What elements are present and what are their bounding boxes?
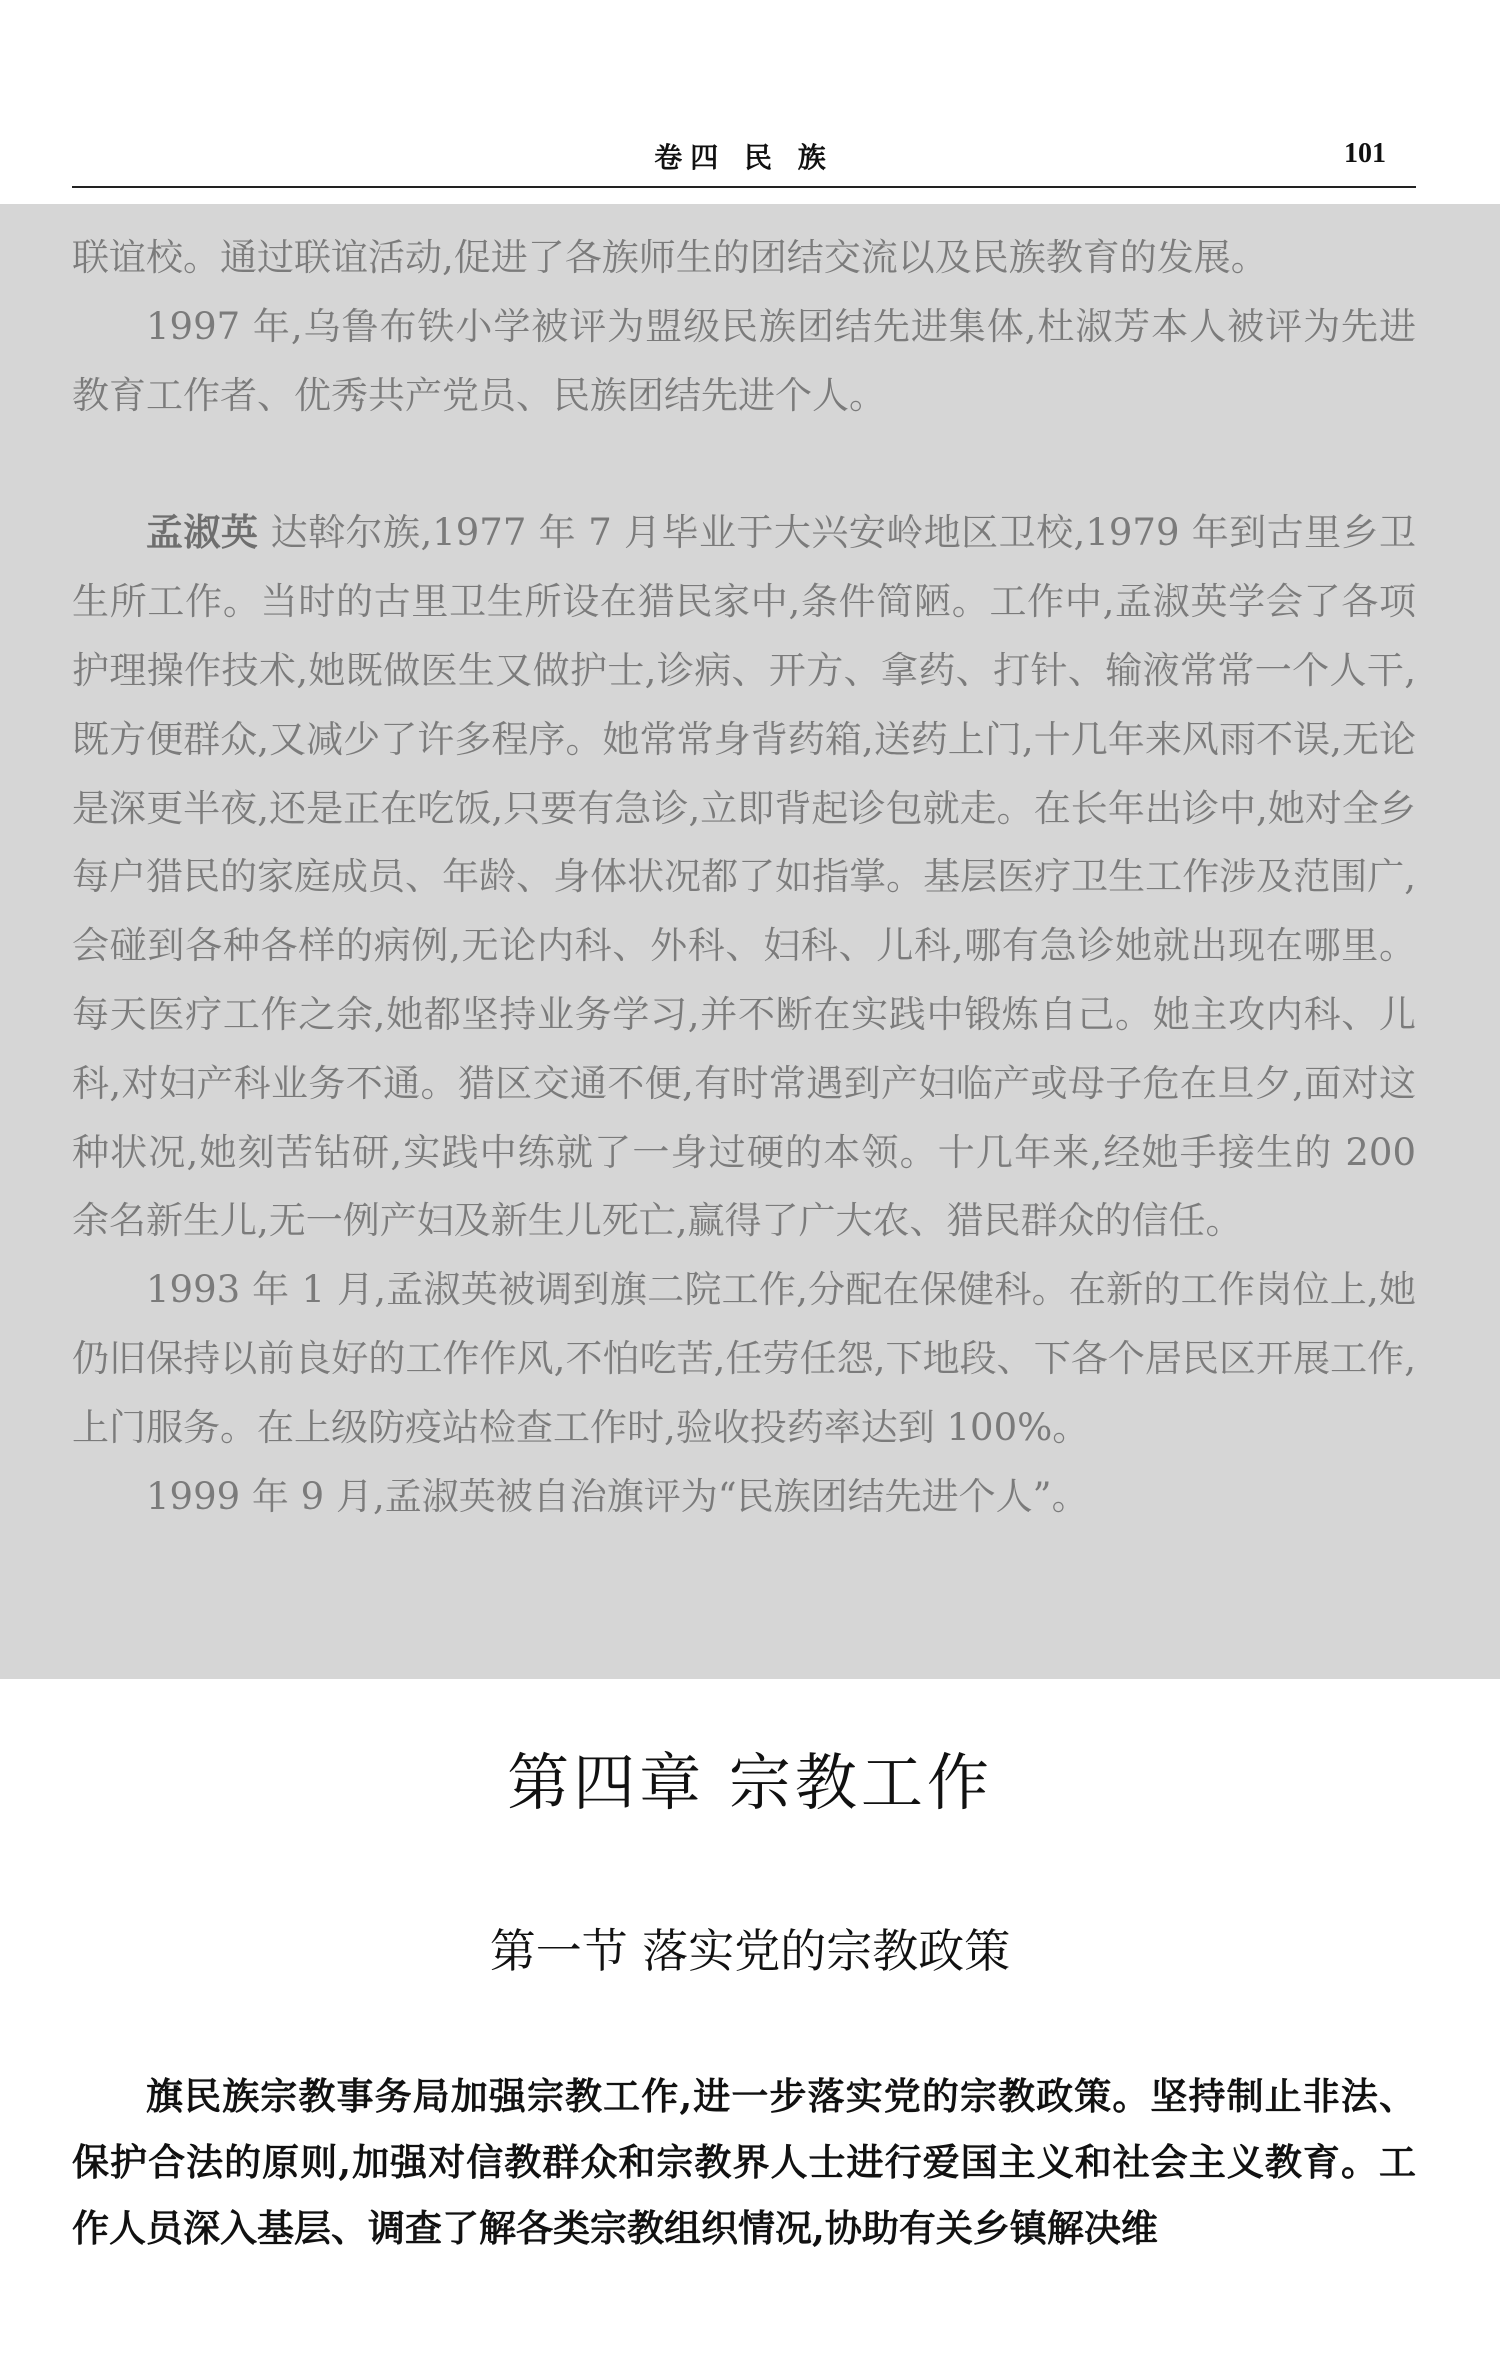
chapter-title: 第四章 宗教工作 [507, 1746, 993, 1819]
paragraph: 1993 年 1 月,孟淑英被调到旗二院工作,分配在保健科。在新的工作岗位上,她仍旧保持以前良好的工作作风,不怕吃苦,任劳任怨,下地段、下各个居民区开展工作,上门服务。在上级防疫站检查工作时,验收投药率达到 100%。 [72, 1268, 1416, 1449]
section-title: 第一节 落实党的宗教政策 [489, 1924, 1011, 1978]
page-number: 101 [1344, 138, 1386, 169]
running-header [72, 128, 1416, 188]
paragraph: 旗民族宗教事务局加强宗教工作,进一步落实党的宗教政策。坚持制止非法、保护合法的原则,加强对信教群众和宗教界人士进行爱国主义和社会主义教育。工作人员深入基层、调查了解各类宗教组织情况,协助有关乡镇解决维 [72, 2074, 1416, 2250]
profile-paragraph [72, 498, 1416, 1256]
header-title: 卷四 民 族 [654, 141, 834, 174]
paragraph: 联谊校。通过联谊活动,促进了各族师生的团结交流以及民族教育的发展。 [72, 236, 1268, 279]
profile-text: 达斡尔族,1977 年 7 月毕业于大兴安岭地区卫校,1979 年到古里乡卫生所工作。当时的古里卫生所设在猎民家中,条件简陋。工作中,孟淑英学会了各项护理操作技术,她既做医生又做护士,诊病、开方、拿药、打针、输液常常一个人干,既方便群众,又减少了许多程序。她常常身背药箱,送药上门,十几年来风雨不误,无论是深更半夜,还是正在吃饭,只要有急诊,立即背起诊包就走。在长年出诊中,她对全乡每户猎民的家庭成员、年龄、身体状况都了如指掌。基层医疗卫生工作涉及范围广,会碰到各种各样的病例,无论内科、外科、妇科、儿科,哪有急诊她就出现在哪里。每天医疗工作之余,她都坚持业务学习,并不断在实践中锻炼自己。她主攻内科、儿科,对妇产科业务不通。猎区交通不便,有时常遇到产妇临产或母子危在旦夕,面对这种状况,她刻苦钻研,实践中练就了一身过硬的本领。十几年来,经她手接生的 200 余名新生儿,无一例产妇及新生儿死亡,赢得了广大农、猎民群众的信任。 [72, 511, 1416, 1243]
person-name: 孟淑英 [146, 510, 259, 555]
shaded-region [0, 204, 1500, 1679]
body-text-block [72, 2063, 1416, 2261]
paragraph: 1997 年,乌鲁布铁小学被评为盟级民族团结先进集体,杜淑芳本人被评为先进教育工作者、优秀共产党员、民族团结先进个人。 [72, 304, 1416, 417]
paragraph: 1999 年 9 月,孟淑英被自治旗评为“民族团结先进个人”。 [146, 1474, 1089, 1518]
shaded-text-block [72, 224, 1416, 1531]
